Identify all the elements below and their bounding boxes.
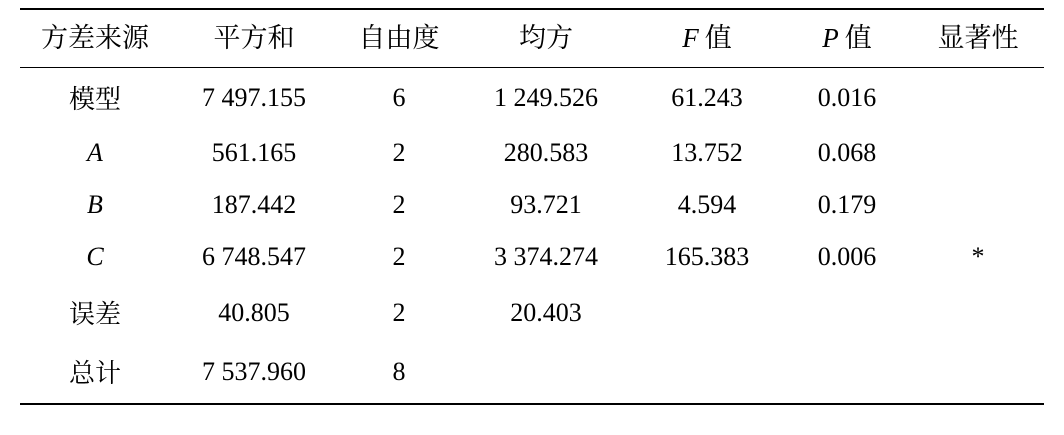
cell-f-value-text: 165.383 bbox=[664, 242, 750, 271]
cell-significance-text: * bbox=[971, 242, 985, 271]
table-row bbox=[20, 68, 1044, 128]
cell-p-value bbox=[782, 68, 912, 128]
cell-source bbox=[20, 127, 170, 179]
cell-df-text: 2 bbox=[392, 242, 406, 271]
cell-significance bbox=[912, 283, 1044, 342]
cell-p-value bbox=[782, 342, 912, 404]
column-header-p-symbol: P bbox=[822, 23, 839, 53]
cell-f-value bbox=[632, 68, 782, 128]
column-header-mean-square-label: 均方 bbox=[519, 23, 573, 53]
table-body bbox=[20, 68, 1044, 405]
anova-table bbox=[20, 8, 1044, 405]
cell-mean-square bbox=[460, 68, 632, 128]
cell-df bbox=[338, 231, 460, 283]
cell-p-value-text: 0.179 bbox=[817, 190, 877, 219]
column-header-f-symbol: F bbox=[682, 23, 699, 53]
cell-source-text: B bbox=[87, 190, 103, 219]
cell-f-value-text: 4.594 bbox=[677, 190, 737, 219]
cell-sum-squares-text: 187.442 bbox=[211, 190, 297, 219]
cell-sum-squares bbox=[170, 283, 338, 342]
cell-df bbox=[338, 283, 460, 342]
cell-sum-squares bbox=[170, 127, 338, 179]
cell-p-value-text: 0.006 bbox=[817, 242, 877, 271]
cell-df-text: 6 bbox=[392, 82, 406, 112]
cell-sum-squares bbox=[170, 342, 338, 404]
table-row bbox=[20, 231, 1044, 283]
cell-significance bbox=[912, 127, 1044, 179]
column-header-sum-squares bbox=[170, 9, 338, 68]
cell-mean-square bbox=[460, 179, 632, 231]
column-header-p-value bbox=[782, 9, 912, 68]
column-header-significance bbox=[912, 9, 1044, 68]
column-header-sum-squares-label: 平方和 bbox=[213, 23, 295, 53]
column-header-significance-label: 显著性 bbox=[937, 23, 1019, 53]
column-header-source-label: 方差来源 bbox=[41, 23, 149, 53]
table-row bbox=[20, 179, 1044, 231]
cell-significance bbox=[912, 342, 1044, 404]
cell-significance bbox=[912, 231, 1044, 283]
cell-df-text: 2 bbox=[392, 297, 406, 327]
cell-significance bbox=[912, 68, 1044, 128]
cell-mean-square-text: 3 374.274 bbox=[494, 242, 598, 271]
column-header-f-label: 值 bbox=[704, 23, 732, 53]
cell-mean-square-text: 1 249.526 bbox=[494, 82, 598, 112]
cell-source bbox=[20, 342, 170, 404]
cell-source-text: 模型 bbox=[68, 85, 121, 114]
cell-source bbox=[20, 231, 170, 283]
cell-sum-squares bbox=[170, 231, 338, 283]
cell-f-value bbox=[632, 179, 782, 231]
column-header-f-value bbox=[632, 9, 782, 68]
column-header-p-label: 值 bbox=[844, 23, 872, 53]
cell-f-value-text: 61.243 bbox=[671, 82, 743, 112]
cell-df bbox=[338, 68, 460, 128]
table-row bbox=[20, 127, 1044, 179]
cell-source-text: C bbox=[86, 242, 104, 271]
table-header bbox=[20, 9, 1044, 68]
cell-p-value-text: 0.068 bbox=[817, 138, 877, 167]
cell-mean-square-text: 280.583 bbox=[503, 138, 589, 167]
cell-mean-square bbox=[460, 231, 632, 283]
cell-mean-square bbox=[460, 127, 632, 179]
cell-f-value bbox=[632, 342, 782, 404]
cell-source bbox=[20, 179, 170, 231]
anova-table-container bbox=[0, 8, 1064, 435]
cell-source bbox=[20, 283, 170, 342]
cell-sum-squares-text: 6 748.547 bbox=[202, 242, 306, 271]
cell-df bbox=[338, 127, 460, 179]
cell-df-text: 2 bbox=[392, 190, 406, 219]
cell-f-value bbox=[632, 127, 782, 179]
table-row bbox=[20, 342, 1044, 404]
column-header-mean-square bbox=[460, 9, 632, 68]
table-header-row bbox=[20, 9, 1044, 68]
cell-df-text: 8 bbox=[392, 356, 406, 386]
cell-source-text: 误差 bbox=[68, 300, 121, 329]
cell-significance bbox=[912, 179, 1044, 231]
cell-mean-square-text: 20.403 bbox=[510, 297, 582, 327]
cell-f-value bbox=[632, 283, 782, 342]
table-row bbox=[20, 283, 1044, 342]
cell-df-text: 2 bbox=[392, 138, 406, 167]
cell-mean-square-text: 93.721 bbox=[510, 190, 582, 219]
cell-sum-squares bbox=[170, 179, 338, 231]
cell-p-value bbox=[782, 179, 912, 231]
cell-df bbox=[338, 342, 460, 404]
cell-source bbox=[20, 68, 170, 128]
column-header-source bbox=[20, 9, 170, 68]
cell-sum-squares bbox=[170, 68, 338, 128]
column-header-df bbox=[338, 9, 460, 68]
cell-mean-square bbox=[460, 342, 632, 404]
cell-sum-squares-text: 561.165 bbox=[211, 138, 297, 167]
column-header-df-label: 自由度 bbox=[358, 23, 440, 53]
cell-p-value bbox=[782, 127, 912, 179]
cell-p-value-text: 0.016 bbox=[817, 82, 877, 112]
cell-sum-squares-text: 7 537.960 bbox=[202, 356, 306, 386]
cell-df bbox=[338, 179, 460, 231]
cell-p-value bbox=[782, 283, 912, 342]
cell-f-value-text: 13.752 bbox=[671, 138, 743, 167]
cell-sum-squares-text: 7 497.155 bbox=[202, 82, 306, 112]
cell-p-value bbox=[782, 231, 912, 283]
cell-source-text: A bbox=[87, 138, 103, 167]
cell-sum-squares-text: 40.805 bbox=[218, 297, 290, 327]
cell-f-value bbox=[632, 231, 782, 283]
cell-mean-square bbox=[460, 283, 632, 342]
cell-source-text: 总计 bbox=[68, 359, 121, 388]
